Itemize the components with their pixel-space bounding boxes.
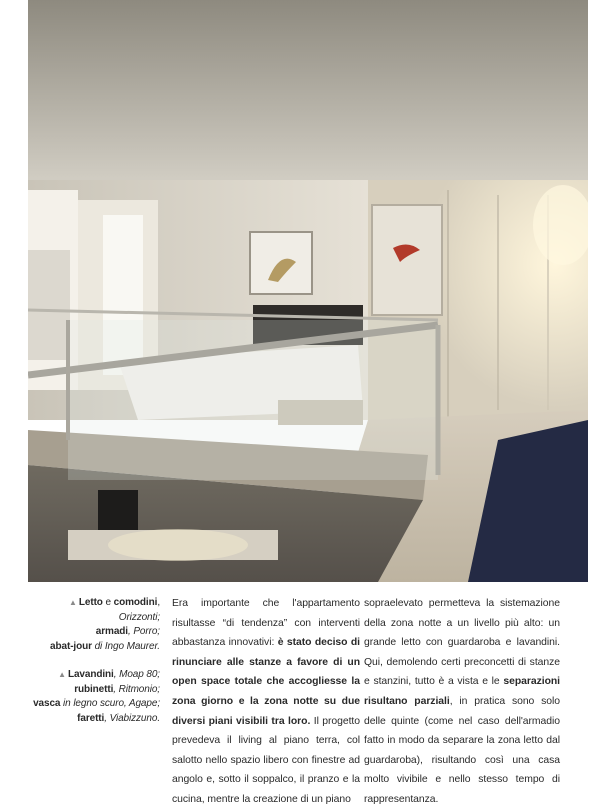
caption-text: vasca [33,698,61,709]
caption-text: Letto [78,597,103,608]
caption-text: , [157,597,160,608]
article-text: Il progetto prevedeva il living al piano terra, col salotto nello spazio libero con finestre ad angolo e, sotto il soppalco, il pranzo e la cucina, mentre la creazione di un piano [172,715,361,805]
caption-text: rubinetti [74,683,114,695]
caption-text: , Viabizzuno. [104,712,160,724]
caption-text: e [102,597,114,608]
article-column-1 [172,594,360,810]
photo-captions [28,596,160,740]
caption-text: , Ritmonio; [113,683,160,695]
caption-text: , Moap 80; [113,669,160,680]
article-column-2 [364,594,560,810]
article-bold-text: separazioni risultano parziali [364,676,560,707]
caption-text: di Ingo Maurer. [91,640,160,652]
article-text: Era importante che l'appartamento risultasse “di tendenza” con interventi abbastanza innovativi: [172,598,360,649]
caption-text: faretti [77,712,105,724]
article-bold-text: è stato deciso di rinunciare alle stanze a favore di un open space totale che accogliesse la zona giorno e la zona notte su due diversi piani visibili tra loro. [172,637,360,727]
photo-illustration [28,0,588,582]
caption-text: in legno scuro, Agape; [60,698,160,709]
caption-text: Lavandini [67,669,114,680]
triangle-bullet-icon: ▲ [58,670,66,679]
caption-text: abat-jour [50,640,92,652]
caption-text: comodini [113,597,158,608]
interior-photo [28,0,588,582]
caption-text: Orizzonti; [118,611,160,623]
caption-text: armadi [95,626,128,637]
caption-bathroom [28,668,160,726]
article-text: sopraelevato permetteva la sistemazione della zona notte a un livello più alto: un grande letto con guardaroba e lavandini. Qui, demolendo certi preconcetti di stanze e stanzini, tutto è a vista e le [364,598,560,688]
article-text: , in pratica sono solo delle quinte (come nel caso dell'armadio fatto in modo da separare la zona letto dal guardaroba), risultando così una casa molto vivibile e nello stesso tempo di rappresentanza. [364,695,561,805]
triangle-bullet-icon: ▲ [69,598,77,607]
caption-bedroom [28,596,160,654]
caption-text: , Porro; [128,626,160,637]
